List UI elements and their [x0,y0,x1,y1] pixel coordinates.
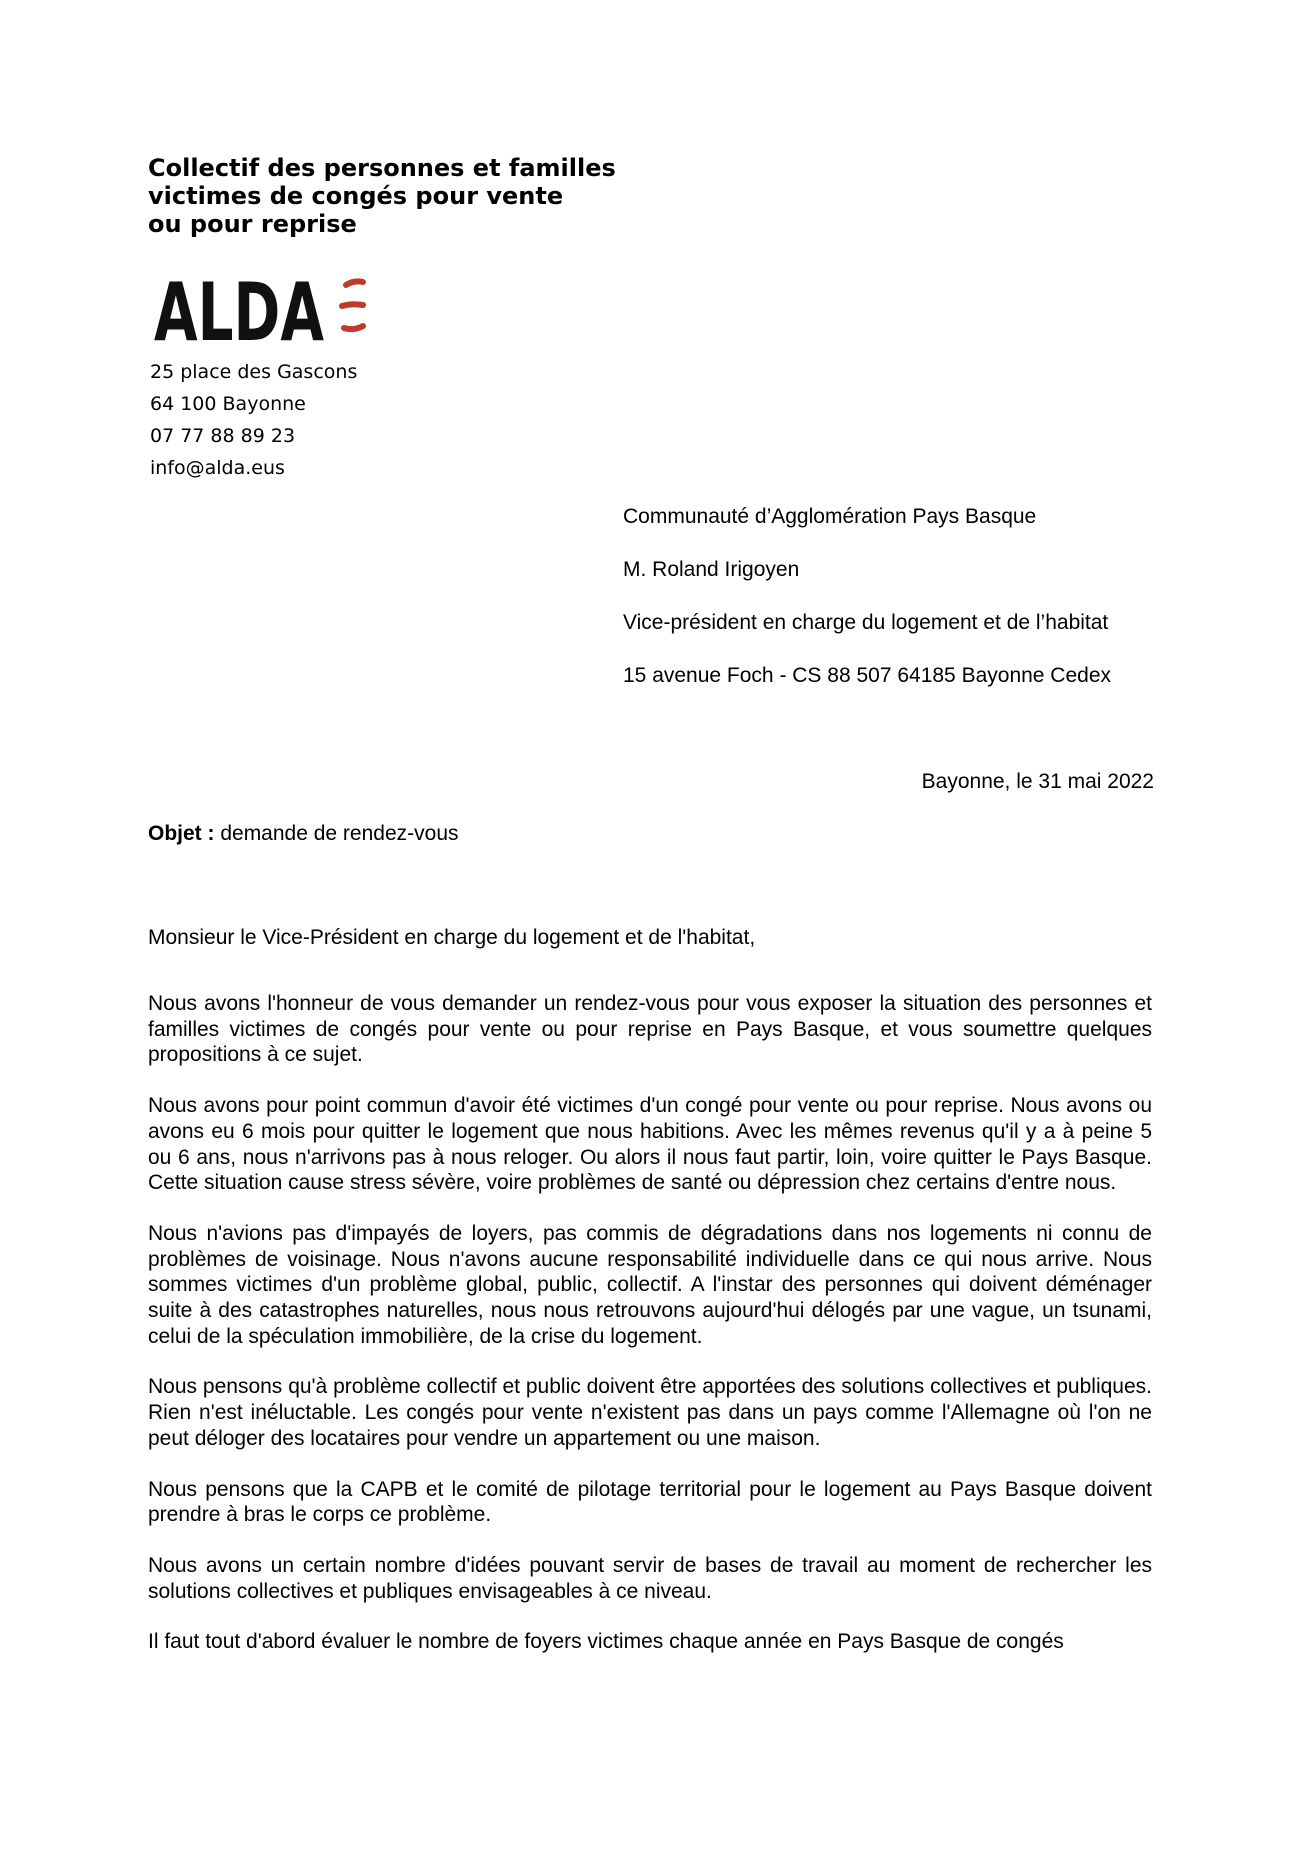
address-phone: 07 77 88 89 23 [150,425,296,447]
letter-body [148,991,1152,1680]
letter-date: Bayonne, le 31 mai 2022 [921,770,1154,793]
recipient-name: M. Roland Irigoyen [623,558,800,581]
organization-title-line: ou pour reprise [148,210,357,238]
body-paragraph: Il faut tout d'abord évaluer le nombre de foyers victimes chaque année en Pays Basque de congés [148,1630,1064,1654]
letter-salutation: Monsieur le Vice-Président en charge du logement et de l'habitat, [148,926,756,949]
organization-title [148,154,768,238]
address-city: 64 100 Bayonne [150,393,306,415]
subject-label: Objet : [148,822,215,845]
letter-subject [148,820,848,848]
recipient-address: 15 avenue Foch - CS 88 507 64185 Bayonne Cedex [623,664,1112,687]
body-paragraph: Nous avons pour point commun d'avoir été victimes d'un congé pour vente ou pour reprise. Nous avons ou avons eu 6 mois pour quitter le logement que nous habitions. Avec les mêmes revenus qu'il y a à peine 5 ou 6 ans, nous n'arrivons pas à nous reloger. Ou alors il nous faut partir, loin, voire quitter le Pays Basque. Cette situation cause stress sévère, voire problèmes de santé ou dépression chez certains d'entre nous. [148,1094,1152,1195]
body-paragraph: Nous pensons que la CAPB et le comité de pilotage territorial pour le logement au Pays Basque doivent prendre à bras le corps ce problème. [148,1477,1152,1527]
body-paragraph: Nous n'avions pas d'impayés de loyers, pas commis de dégradations dans nos logements ni connu de problèmes de voisinage. Nous n'avons aucune responsabilité individuelle dans ce qui nous arrive. Nous sommes victimes d'un problème global, public, collectif. A l'instar des personnes qui doivent déménager suite à des catastrophes naturelles, nous nous retrouvons aujourd'hui délogés par une vague, un tsunami, celui de la spéculation immobilière, de la crise du logement. [148,1221,1152,1348]
recipient-organization: Communauté d’Agglomération Pays Basque [623,505,1037,528]
address-street: 25 place des Gascons [150,361,358,383]
alda-logo [150,268,380,348]
body-paragraph: Nous pensons qu'à problème collectif et public doivent être apportées des solutions collectives et publiques. Rien n'est inéluctable. Les congés pour vente n'existent pas dans un pays comme l'Allemagne où l'on ne peut déloger des locataires pour vendre un appartement ou une maison. [148,1375,1152,1450]
logo-accent-marks [342,281,363,329]
recipient-role: Vice-président en charge du logement et de l’habitat [623,611,1109,634]
organization-title-line: victimes de congés pour vente [148,182,564,210]
subject-text: demande de rendez-vous [214,822,459,845]
logo-wordmark: ALDA [154,268,325,348]
recipient-block [623,503,1263,715]
body-paragraph: Nous avons un certain nombre d'idées pouvant servir de bases de travail au moment de rechercher les solutions collectives et publiques envisageables à ce niveau. [148,1553,1152,1603]
sender-address [150,356,470,484]
body-paragraph: Nous avons l'honneur de vous demander un rendez-vous pour vous exposer la situation des personnes et familles victimes de congés pour vente ou pour reprise en Pays Basque, et vous soumettre quelques propositions à ce sujet. [148,992,1152,1067]
organization-title-line: Collectif des personnes et familles [148,154,616,182]
address-email: info@alda.eus [150,457,285,479]
